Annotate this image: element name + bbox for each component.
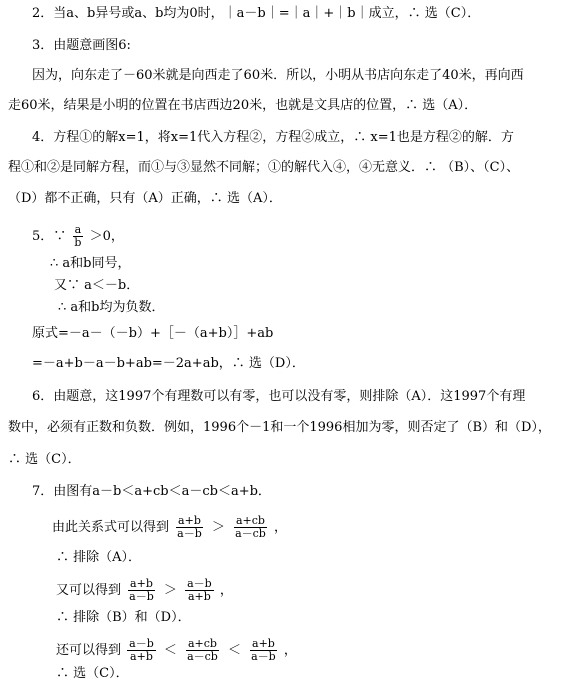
answer-5-line-4: ∴ a和b均为负数． [58,300,165,315]
fraction [127,638,156,663]
answer-5-line-1 [32,224,124,249]
fraction-numerator: a+b [130,577,153,590]
answer-7-heading: 7．由图有a－b＜a+cb＜a－cb＜a+b． [32,484,271,499]
answer-6-line-3: ∴ 选（C）． [8,452,81,467]
relation-3-tail: ， [283,643,297,658]
fraction-numerator: a+b [252,637,275,650]
fraction-numerator: a－b [187,577,212,590]
answer-3-line-2: 走60米，结果是小明的位置在书店西边20米，也就是文具店的位置，∴ 选（A）． [8,98,478,113]
fraction-denominator: a－b [129,590,154,603]
fraction-numerator: a [74,223,82,236]
fraction [127,578,156,603]
answer-4-line-2: 程①和②是同解方程，而①与③显然不同解；①的解代入④，④无意义．∴ （B）、（C）、 [8,160,520,175]
answer-5-because: 5．∵ [32,229,67,244]
answer-5-line-5: 原式=－a－（－b）+［－（a+b）］+ab [32,326,274,341]
answer-7-relation-3 [56,638,297,663]
fraction-denominator: b [74,236,82,249]
less-than-sign: ＜ [227,642,241,658]
fraction-denominator: a－b [251,650,276,663]
answer-7-line-exclude-a: ∴ 排除（A）． [56,550,142,565]
fraction [185,578,214,603]
fraction [233,515,268,540]
greater-than-sign: ＞ [163,582,177,598]
relation-3-lead: 还可以得到 [56,643,122,658]
answer-5-line-6: =－a+b－a－b+ab=－2a+ab，∴ 选（D）． [32,356,305,371]
answer-5-line-2: ∴ a和b同号， [50,256,131,271]
answer-6-line-1: 6．由题意，这1997个有理数可以有零，也可以没有零，则排除（A）．这1997个有理 [32,389,526,404]
greater-than-sign: ＞ [211,519,225,535]
fraction-numerator: a+b [178,514,201,527]
relation-1-tail: ， [273,520,287,535]
fraction-numerator: a+cb [187,637,217,650]
fraction-denominator: a+b [187,590,211,603]
fraction [249,638,278,663]
answer-5-line-3: 又∵ a＜－b． [54,278,140,293]
fraction-denominator: a－cb [235,527,266,540]
answer-4-line-1: 4．方程①的解x=1，将x=1代入方程②，方程②成立，∴ x=1也是方程②的解．方 [32,130,514,145]
answer-5-inequality: ＞0， [89,229,124,244]
fraction-denominator: a－b [177,527,202,540]
answer-2-line: 2．当a、b异号或a、b均为0时，｜a－b｜=｜a｜+｜b｜成立，∴ 选（C）． [32,6,481,21]
answer-4-line-3: （D）都不正确，只有（A）正确，∴ 选（A）． [8,191,282,206]
relation-2-tail: ， [219,583,233,598]
fraction-denominator: a+b [130,650,153,663]
fraction [175,515,204,540]
answer-3-line-1: 因为，向东走了－60米就是向西走了60米．所以，小明从书店向东走了40米，再向西 [32,68,524,83]
answer-3-heading: 3．由题意画图6: [32,38,131,53]
fraction-denominator: a－cb [187,650,218,663]
less-than-sign: ＜ [163,642,177,658]
answer-7-line-exclude-b-d: ∴ 排除（B）和（D）． [56,610,191,625]
relation-2-lead: 又可以得到 [56,583,122,598]
answer-6-line-2: 数中，必须有正数和负数．例如，1996个－1和一个1996相加为零，则否定了（B）和（D）， [8,420,551,435]
answer-7-relation-2 [56,578,233,603]
answer-7-conclusion: ∴ 选（C）． [56,666,129,681]
relation-1-lead: 由此关系式可以得到 [52,520,170,535]
fraction-a-over-b [72,224,83,249]
fraction-numerator: a－b [129,637,154,650]
answer-7-relation-1 [52,515,287,540]
fraction [185,638,220,663]
fraction-numerator: a+cb [235,514,265,527]
